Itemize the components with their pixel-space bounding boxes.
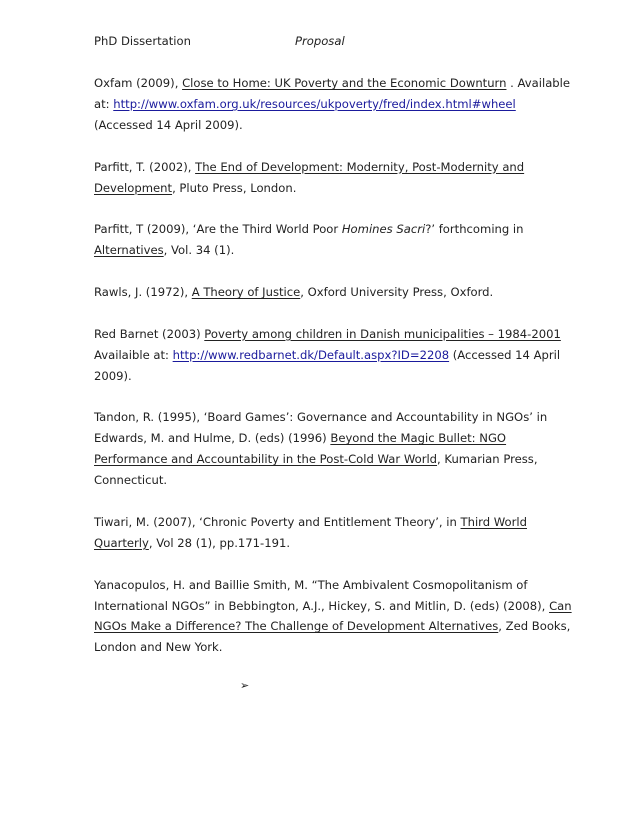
ref-url-link[interactable]: http://www.oxfam.org.uk/resources/ukpoverty/fred/index.html#wheel bbox=[113, 96, 516, 111]
ref-text: (Accessed 14 April bbox=[449, 347, 561, 362]
ref-text: , Pluto Press, London. bbox=[172, 180, 297, 195]
ref-text: Yanacopulos, H. and Baillie Smith, M. “The Ambivalent Cosmopolitanism of bbox=[94, 577, 528, 592]
ref-text: Tandon, R. (1995), ‘Board Games’: Governance and Accountability in NGOs’ in bbox=[94, 410, 548, 425]
header-subtitle: Proposal bbox=[295, 34, 345, 48]
ref-text: , Vol 28 (1), pp.171-191. bbox=[148, 535, 291, 550]
reference-oxfam bbox=[94, 73, 584, 136]
ref-italic-term: Homines Sacri bbox=[341, 222, 426, 237]
arrow-bullet-icon: ➢ bbox=[240, 679, 250, 692]
ref-text: Edwards, M. and Hulme, D. (eds) (1996) bbox=[94, 431, 331, 446]
ref-text: 2009). bbox=[94, 368, 132, 383]
ref-journal: Alternatives bbox=[94, 243, 164, 258]
ref-journal: Third World bbox=[460, 514, 527, 529]
ref-text: Tiwari, M. (2007), ‘Chronic Poverty and Entitlement Theory’, in bbox=[94, 514, 461, 529]
reference-tiwari bbox=[94, 512, 584, 554]
ref-text: Rawls, J. (1972), bbox=[94, 285, 192, 300]
ref-text: Oxfam (2009), bbox=[94, 76, 183, 90]
ref-url-link[interactable]: http://www.redbarnet.dk/Default.aspx?ID=2208 bbox=[172, 347, 450, 362]
ref-text: . Available bbox=[506, 76, 571, 90]
ref-text: International NGOs” in Bebbington, A.J., Hickey, S. and Mitlin, D. (eds) (2008), bbox=[94, 598, 550, 613]
reference-parfitt-2009 bbox=[94, 219, 584, 261]
ref-title: The End of Development: Modernity, Post-Modernity and bbox=[195, 159, 525, 174]
ref-title: Development bbox=[94, 180, 173, 195]
ref-title: Poverty among children in Danish municipalities – 1984-2001 bbox=[204, 326, 561, 341]
ref-text: , Kumarian Press, bbox=[437, 452, 538, 467]
reference-red-barnet bbox=[94, 324, 584, 387]
reference-rawls bbox=[94, 282, 584, 303]
ref-text: , Vol. 34 (1). bbox=[163, 243, 235, 258]
ref-text: Red Barnet (2003) bbox=[94, 326, 205, 341]
ref-text: Availaible at: bbox=[94, 347, 173, 362]
reference-parfitt-2002 bbox=[94, 157, 584, 199]
ref-text: (Accessed 14 April 2009). bbox=[94, 117, 243, 132]
ref-text: at: bbox=[94, 96, 114, 111]
reference-yanacopulos bbox=[94, 575, 584, 659]
reference-tandon bbox=[94, 407, 584, 491]
ref-text: London and New York. bbox=[94, 640, 223, 655]
ref-text: Parfitt, T (2009), ‘Are the Third World Poor bbox=[94, 222, 342, 237]
ref-title: A Theory of Justice bbox=[191, 285, 301, 300]
reference-list bbox=[94, 73, 584, 679]
ref-title: NGOs Make a Difference? The Challenge of Development Alternatives bbox=[94, 619, 499, 634]
ref-text: ?’ forthcoming in bbox=[425, 222, 524, 237]
ref-title: Beyond the Magic Bullet: NGO bbox=[330, 431, 507, 446]
ref-text: , Zed Books, bbox=[498, 619, 571, 634]
ref-text: Parfitt, T. (2002), bbox=[94, 159, 196, 174]
ref-journal: Quarterly bbox=[94, 535, 149, 550]
ref-title: Can bbox=[549, 598, 572, 613]
ref-text: , Oxford University Press, Oxford. bbox=[300, 285, 494, 300]
ref-text: Connecticut. bbox=[94, 473, 168, 488]
header-title: PhD Dissertation bbox=[94, 34, 191, 48]
ref-title: Close to Home: UK Poverty and the Economic Downturn bbox=[182, 76, 507, 90]
ref-title: Performance and Accountability in the Post-Cold War World bbox=[94, 452, 438, 467]
